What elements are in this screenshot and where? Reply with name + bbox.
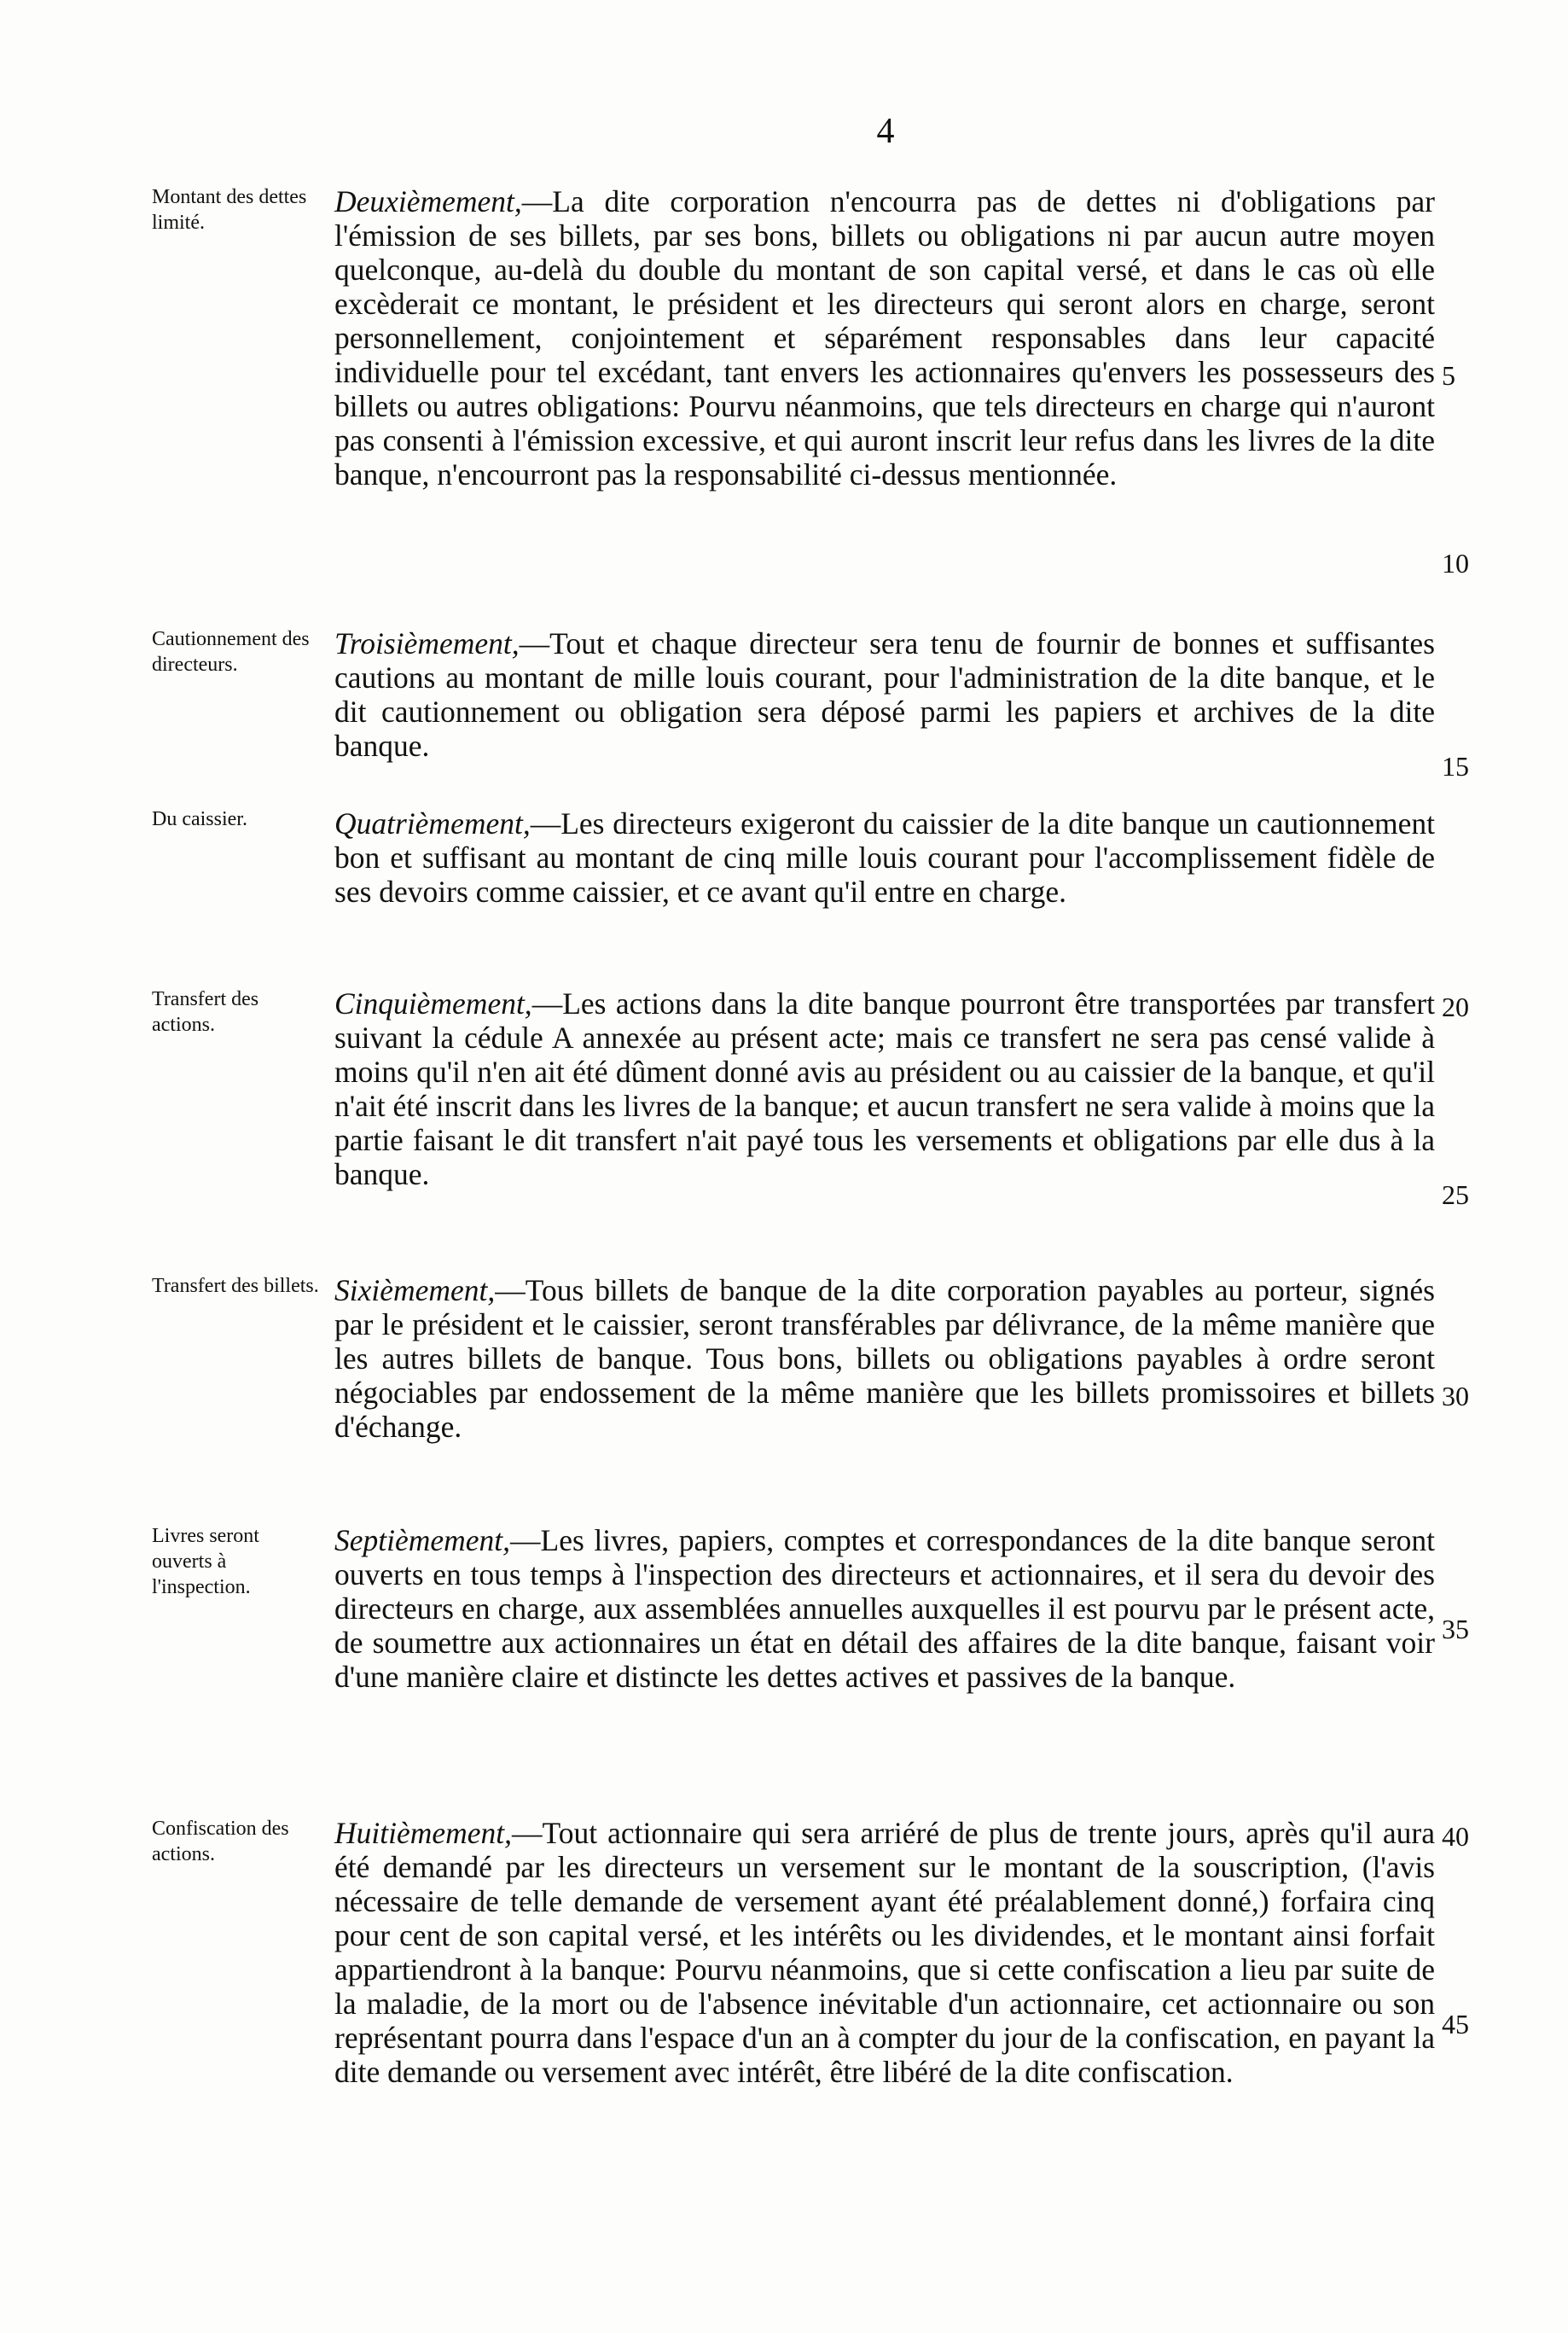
line-number: 5 [1442, 360, 1455, 391]
margin-note: Cautionnement des directeurs. [152, 628, 310, 676]
margin-note: Du caissier. [152, 808, 247, 830]
line-number: 30 [1442, 1381, 1469, 1411]
paragraph [334, 806, 1435, 909]
line-number: 45 [1442, 2009, 1469, 2039]
paragraph-text: —Les actions dans la dite banque pourront être transportées par transfert suivant la cédule A annexée au présent acte; mais ce transfert ne sera pas censé valide à moins qu'il n'en ait été dûment donné avis au président ou au caissier de la banque, et qu'il n'ait été inscrit dans les livres de la banque; et aucun transfert ne sera valide à moins que la partie faisant le dit transfert n'ait payé tous les versements et obligations par elle dus à la banque. [334, 986, 1435, 1191]
page-number: 4 [876, 112, 895, 151]
paragraph-text: —Les livres, papiers, comptes et correspondances de la dite banque seront ouverts en tous temps à l'inspection des directeurs et actionnaires, et il sera du devoir des directeurs en charge, aux assemblées annuelles auxquelles il est pourvu par le présent acte, de soumettre aux actionnaires un état en détail des affaires de la dite banque, faisant voir d'une manière claire et distincte les dettes actives et passives de la banque. [334, 1523, 1435, 1694]
paragraph-lead: Huitièmement, [334, 1816, 513, 1850]
paragraph [334, 184, 1435, 492]
line-number: 35 [1442, 1614, 1469, 1644]
line-number: 20 [1442, 992, 1469, 1022]
margin-note: Transfert des actions. [152, 988, 259, 1036]
paragraph [334, 626, 1435, 763]
paragraph-text: —Tous billets de banque de la dite corporation payables au porteur, signés par le président et le caissier, seront transférables par délivrance, de la même manière que les autres billets de banque. Tous bons, billets ou obligations payables à ordre seront négociables par endossement de la même manière que les billets promissoires et billets d'échange. [334, 1273, 1435, 1444]
paragraph [334, 986, 1435, 1191]
line-number: 25 [1442, 1179, 1469, 1210]
line-number: 40 [1442, 1821, 1469, 1852]
paragraph-lead: Septièmement, [334, 1523, 511, 1557]
paragraph-lead: Cinquièmement, [334, 986, 532, 1021]
paragraph-lead: Troisièmement, [334, 626, 520, 660]
paragraph-text: —Tout actionnaire qui sera arriéré de plus de trente jours, après qu'il aura été demandé par les directeurs un versement sur le montant de la souscription, (l'avis nécessaire de telle demande de versement ayant été préalablement donné,) forfaira cinq pour cent de son capital versé, et les intérêts ou les dividendes, et le montant ainsi forfait appartiendront à la banque: Pourvu néanmoins, que si cette confiscation a lieu par suite de la maladie, de la mort ou de l'absence inévitable d'un actionnaire, cet actionnaire ou son représentant pourra dans l'espace d'un an à compter du jour de la confiscation, en payant la dite demande ou versement avec intérêt, être libéré de la dite confiscation. [334, 1816, 1435, 2089]
line-number: 15 [1442, 751, 1469, 782]
paragraph [334, 1523, 1435, 1694]
paragraph-text: —Les directeurs exigeront du caissier de la dite banque un cautionnement bon et suffisant au montant de cinq mille louis courant pour l'accomplissement fidèle de ses devoirs comme caissier, et ce avant qu'il entre en charge. [334, 806, 1435, 909]
paragraph [334, 1816, 1435, 2089]
paragraph-lead: Deuxièmement, [334, 184, 522, 218]
margin-note: Confiscation des actions. [152, 1818, 289, 1865]
paragraph-text: —Tout et chaque directeur sera tenu de fournir de bonnes et suffisantes cautions au montant de mille louis courant, pour l'administration de la dite banque, et le dit cautionnement ou obligation sera déposé parmi les papiers et archives de la dite banque. [334, 626, 1435, 763]
paragraph-text: —La dite corporation n'encourra pas de dettes ni d'obligations par l'émission de ses billets, par ses bons, billets ou obligations ni par aucun autre moyen quelconque, au-delà du double du montant de son capital versé, et dans le cas où elle excèderait ce montant, le président et les directeurs qui seront alors en charge, seront personnellement, conjointement et séparément responsables dans leur capacité individuelle pour tel excédant, tant envers les actionnaires qu'envers les possesseurs des billets ou autres obligations: Pourvu néanmoins, que tels directeurs en charge qui n'auront pas consenti à l'émission excessive, et qui auront inscrit leur refus dans les livres de la dite banque, n'encourront pas la responsabilité ci-dessus mentionnée. [334, 184, 1435, 492]
line-number: 10 [1442, 548, 1469, 579]
paragraph [334, 1273, 1435, 1444]
margin-note: Livres seront ouverts à l'inspection. [152, 1525, 259, 1598]
margin-note: Montant des dettes limité. [152, 186, 307, 234]
margin-note: Transfert des billets. [152, 1275, 319, 1297]
paragraph-lead: Sixièmement, [334, 1273, 496, 1307]
paragraph-lead: Quatrièmement, [334, 806, 531, 841]
